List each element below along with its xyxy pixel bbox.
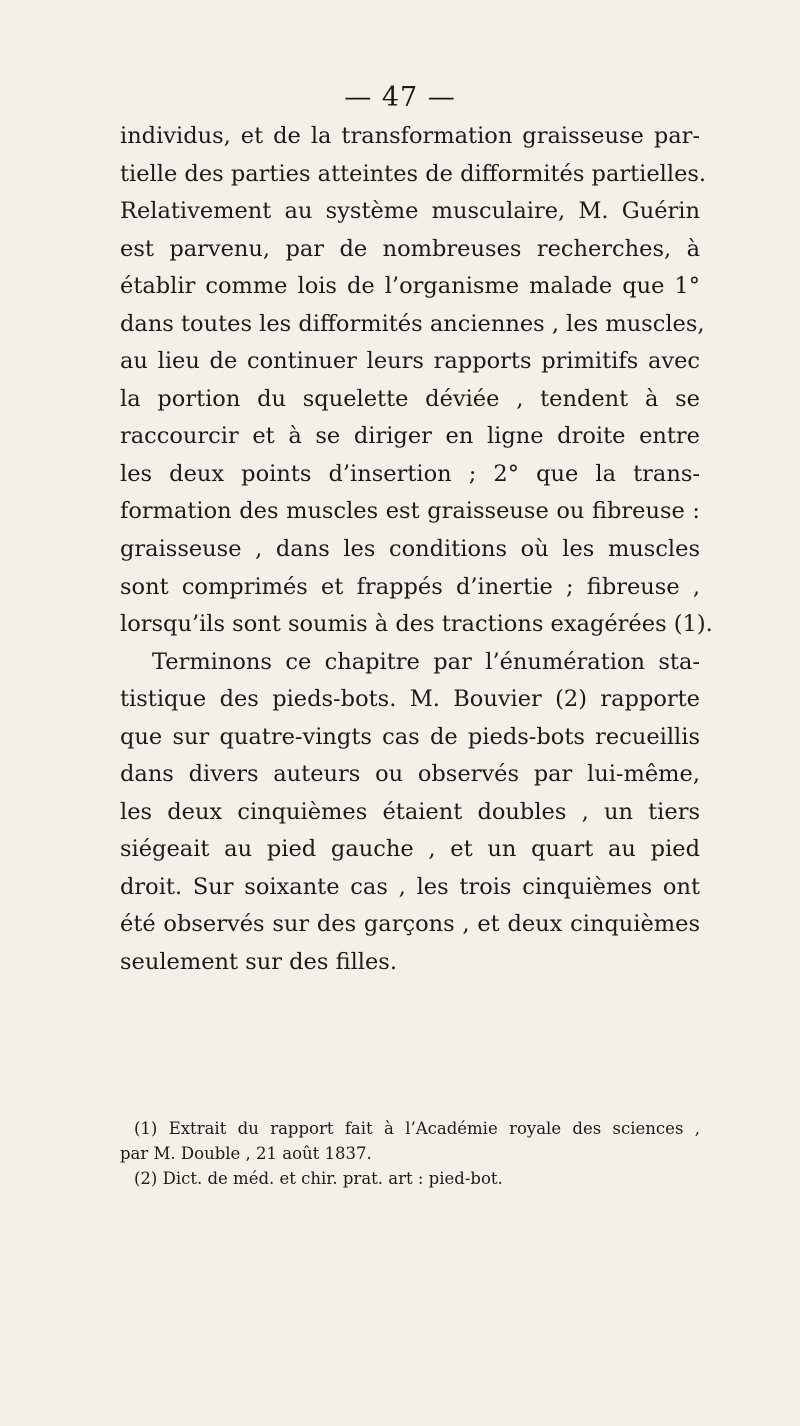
text-line: au lieu de continuer leurs rapports primitifs avec xyxy=(120,348,700,375)
text-line: dans toutes les difformités anciennes , les muscles, xyxy=(120,310,705,337)
text-line: établir comme lois de l’organisme malade que 1° xyxy=(120,273,700,300)
text-line: Relativement au système musculaire, M. Guérin xyxy=(120,198,700,225)
footnote-line: (1) Extrait du rapport fait à l’Académie royale des sciences , xyxy=(134,1119,700,1138)
text-line: graisseuse , dans les conditions où les muscles xyxy=(120,536,700,563)
text-line: Terminons ce chapitre par l’énumération sta- xyxy=(152,648,700,675)
footnote-line: par M. Double , 21 août 1837. xyxy=(120,1144,372,1163)
text-line: dans divers auteurs ou observés par lui-même, xyxy=(120,761,700,788)
text-line: les deux points d’insertion ; 2° que la trans- xyxy=(120,460,700,487)
text-line: est parvenu, par de nombreuses recherches, à xyxy=(120,235,700,262)
text-line: droit. Sur soixante cas , les trois cinquièmes ont xyxy=(120,873,700,900)
text-line: siégeait au pied gauche , et un quart au pied xyxy=(120,836,700,863)
text-line: seulement sur des filles. xyxy=(120,949,397,976)
text-line: sont comprimés et frappés d’inertie ; fibreuse , xyxy=(120,573,700,600)
text-line: formation des muscles est graisseuse ou fibreuse : xyxy=(120,498,700,525)
text-line: individus, et de la transformation graisseuse par- xyxy=(120,123,700,149)
page-number: — 47 — xyxy=(344,82,456,113)
text-line: que sur quatre-vingts cas de pieds-bots recueillis xyxy=(120,723,700,750)
text-line: les deux cinquièmes étaient doubles , un tiers xyxy=(120,798,700,825)
text-line: lorsqu’ils sont soumis à des tractions exagérées (1). xyxy=(120,611,713,638)
footnote-line: (2) Dict. de méd. et chir. prat. art : pied-bot. xyxy=(134,1169,503,1188)
text-line: raccourcir et à se diriger en ligne droite entre xyxy=(120,423,700,450)
footnotes xyxy=(120,1116,700,1191)
body-text xyxy=(120,118,713,982)
text-line: été observés sur des garçons , et deux cinquièmes xyxy=(120,911,700,938)
text-line: tielle des parties atteintes de difformités partielles. xyxy=(120,160,707,187)
text-line: tistique des pieds-bots. M. Bouvier (2) rapporte xyxy=(120,686,700,713)
text-line: la portion du squelette déviée , tendent à se xyxy=(120,385,700,412)
